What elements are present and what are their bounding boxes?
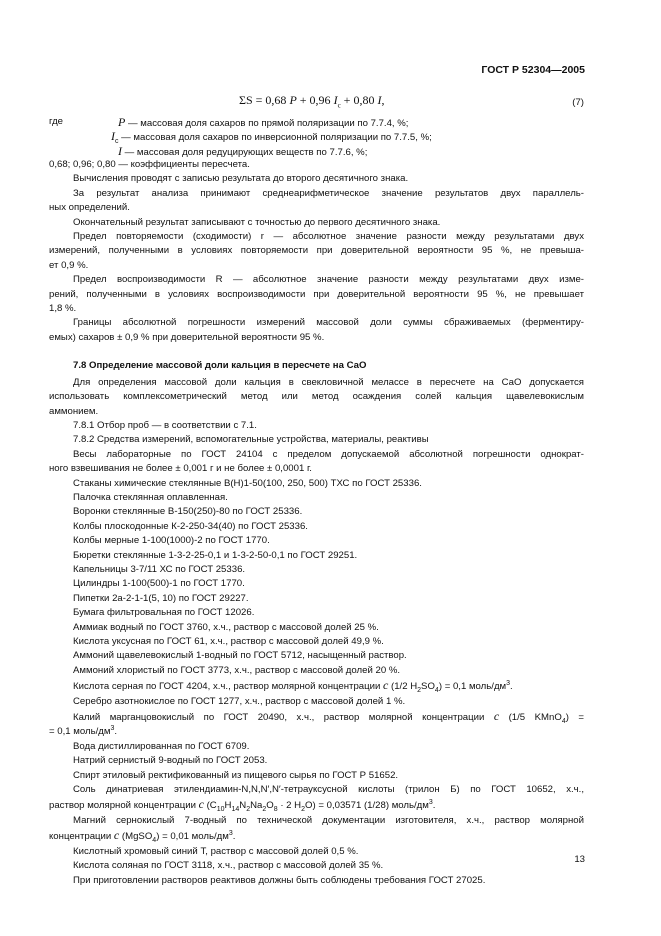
text-line: использовать комплексометрический метод или метод осаждения солей кальция щавелевокислым [49, 391, 584, 403]
text-line: 0,68; 0,96; 0,80 — коэффициенты пересчета. [49, 159, 250, 170]
equipment-line: Кислотный хромовый синий Т, раствор с массовой долей 0,5 %. [73, 845, 359, 857]
text-line: За результат анализа принимают среднеарифметическое значение результатов двух параллель- [73, 187, 584, 199]
text-line: При приготовлении растворов реактивов должны быть соблюдены требования ГОСТ 27025. [73, 874, 486, 886]
formula-number: (7) [572, 97, 584, 108]
equipment-line: Спирт этиловый ректификованный из пищевого сырья по ГОСТ Р 51652. [73, 769, 399, 781]
equipment-line: Бумага фильтровальная по ГОСТ 12026. [73, 607, 255, 619]
equipment-line: Кислота соляная по ГОСТ 3118, х.ч., раствор с массовой долей 35 %. [73, 860, 384, 872]
text-line: Предел воспроизводимости R — абсолютное значение разности между результатами двух изме- [73, 274, 584, 286]
trilon-line: Соль динатриевая этилендиамин-N,N,N′,N′-тетрауксусной кислоты (трилон Б) по ГОСТ 10652, х.ч., [73, 784, 584, 796]
text-line: Границы абсолютной погрешности измерений массовой доли суммы сбраживаемых (ферментиру- [73, 317, 584, 329]
text-line: рений, полученными в условиях воспроизводимости при доверительной вероятности 95 %, не превышает [49, 288, 584, 300]
trilon-line: раствор молярной концентрации c ($C_{10}H_{14}N_2Na_2O_8 \cdot 2$ $H_2O) = 0,03571$ (1/28) моль/$дм^3$. [49, 797, 436, 814]
equipment-line: Стаканы химические стеклянные В(Н)1-50(100, 250, 500) ТХС по ГОСТ 25336. [73, 477, 422, 489]
mgso4-line: концентрации c (MgSO$_4$) = 0,01 моль/$дм^3$. [49, 828, 236, 845]
equipment-line: Капельницы 3-7/11 ХС по ГОСТ 25336. [73, 563, 246, 575]
equipment-line: Пипетки 2а-2-1-1(5, 10) по ГОСТ 29227. [73, 592, 249, 604]
definition-row: P — массовая доля сахаров по прямой поляризации по 7.7.4, %; [118, 115, 409, 129]
equipment-line: Вода дистиллированная по ГОСТ 6709. [73, 740, 250, 752]
text-line: 7.8.2 Средства измерений, вспомогательные устройства, материалы, реактивы [73, 434, 429, 446]
text-line: аммонием. [49, 405, 99, 417]
text-line: измерений, полученными в условиях повторяемости при доверительной вероятности 95 %, не превыша- [49, 245, 584, 257]
text-line: Для определения массовой доли кальция в свекловичной мелассе в пересчете на СаО допускается [73, 376, 584, 388]
document-body [49, 158, 584, 888]
page-number: 13 [574, 854, 585, 865]
equipment-line: Серебро азотнокислое по ГОСТ 1277, х.ч., раствор с массовой долей 1 %. [73, 695, 406, 707]
text-line: емых) сахаров ± 0,9 % при доверительной вероятности 95 %. [49, 331, 325, 343]
definition-row: $I_c$ — массовая доля сахаров по инверсионной поляризации по 7.7.5, %; [111, 129, 432, 146]
equipment-line: Колбы мерные 1-100(1000)-2 по ГОСТ 1770. [73, 535, 270, 547]
text-line: Окончательный результат записывают с точностью до первого десятичного знака. [73, 216, 441, 228]
text-line: ет 0,9 %. [49, 259, 89, 271]
kmno4-line: = 0,1 моль/$дм^3$. [49, 725, 118, 738]
where-label: где [49, 116, 64, 127]
document-id: ГОСТ Р 52304—2005 [481, 64, 585, 76]
text-line: Предел повторяемости (сходимости) r — абсолютное значение разности между результатами двух [73, 231, 584, 243]
definitions [111, 115, 432, 158]
equipment-line: Палочка стеклянная оплавленная. [73, 491, 228, 503]
formula-7: ΣS = 0,68 P + 0,96 $I_c + 0,80$ I, [239, 93, 385, 110]
equipment-line: Кислота уксусная по ГОСТ 61, х.ч., раствор с массовой долей 49,9 %. [73, 636, 384, 647]
text-line: ных определений. [49, 202, 130, 214]
equipment-line: Натрий сернистый 9-водный по ГОСТ 2053. [73, 755, 268, 767]
text-line: 1,8 %. [49, 303, 77, 315]
equipment-line: Аммоний хлористый по ГОСТ 3773, х.ч., раствор с массовой долей 20 %. [73, 664, 401, 676]
text-line: 7.8.1 Отбор проб — в соответствии с 7.1. [73, 419, 257, 431]
equipment-line: Бюретки стеклянные 1-3-2-25-0,1 и 1-3-2-50-0,1 по ГОСТ 29251. [73, 549, 358, 561]
equipment-line: Цилиндры 1-100(500)-1 по ГОСТ 1770. [73, 578, 245, 590]
definition-row: I — массовая доля редуцирующих веществ по 7.7.6, %; [118, 143, 368, 158]
equipment-line: Колбы плоскодонные К-2-250-34(40) по ГОСТ 25336. [73, 520, 308, 532]
text-line: Вычисления проводят с записью результата до второго десятичного знака. [73, 173, 409, 185]
equipment-line: Воронки стеклянные В-150(250)-80 по ГОСТ 25336. [73, 506, 303, 518]
text-line: Весы лабораторные по ГОСТ 24104 с пределом допускаемой абсолютной погрешности однократ- [73, 448, 584, 460]
equipment-line: Аммоний щавелевокислый 1-водный по ГОСТ 5712, насыщенный раствор. [73, 650, 407, 662]
mgso4-line: Магний сернокислый 7-водный по технической документации изготовителя, х.ч., раствор молярной [73, 814, 584, 826]
sulfuric-acid-line: Кислота серная по ГОСТ 4204, х.ч., раствор молярной концентрации c (1/2 $H_2SO_4) = 0,1$ моль/$дм^3$. [73, 678, 513, 695]
section-heading: 7.8 Определение массовой доли кальция в пересчете на СаО [73, 360, 367, 372]
equipment-line: Аммиак водный по ГОСТ 3760, х.ч., раствор с массовой долей 25 %. [73, 621, 379, 633]
text-line: ного взвешивания не более ± 0,001 г и не более ± 0,0001 г. [49, 463, 312, 475]
kmno4-line: Калий марганцовокислый по ГОСТ 20490, х.ч., раствор молярной концентрации c (1/5 KMnO$_4$) = [73, 709, 584, 725]
